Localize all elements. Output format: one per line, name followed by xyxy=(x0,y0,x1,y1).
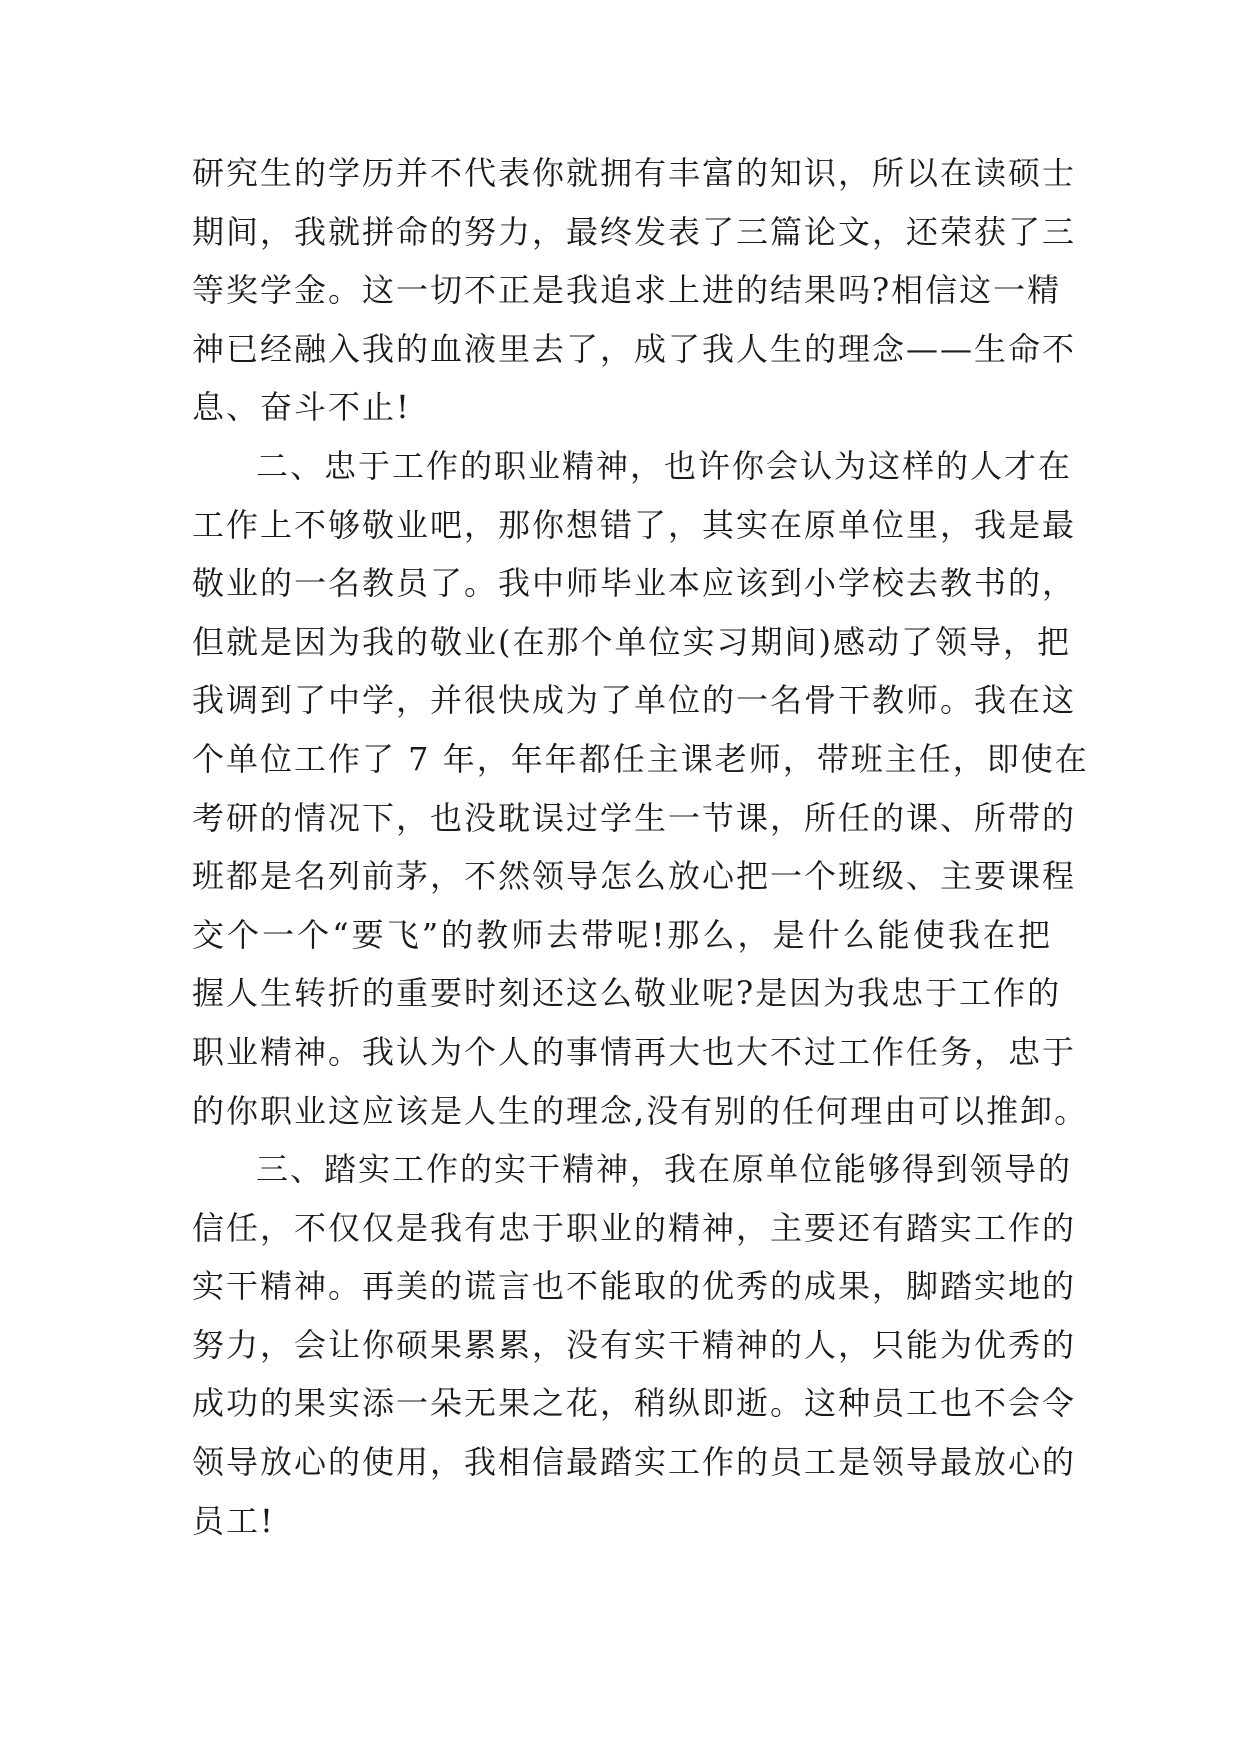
paragraph-heading-line: 三、踏实工作的实干精神，我在原单位能够得到领导的 xyxy=(256,1150,1073,1189)
text-line: 员工! xyxy=(192,1501,275,1540)
text-line: 的你职业这应该是人生的理念,没有别的任何理由可以推卸。 xyxy=(192,1091,1089,1130)
text-line: 敬业的一名教员了。我中师毕业本应该到小学校去教书的， xyxy=(192,564,1077,603)
text-line: 成功的果实添一朵无果之花，稍纵即逝。这种员工也不会令 xyxy=(192,1384,1077,1423)
text-line: 考研的情况下，也没耽误过学生一节课，所任的课、所带的 xyxy=(192,798,1077,837)
text-line: 握人生转折的重要时刻还这么敬业呢?是因为我忠于工作的 xyxy=(192,974,1062,1013)
paragraph-heading-line: 二、忠于工作的职业精神，也许你会认为这样的人才在 xyxy=(256,446,1073,485)
text-line: 个单位工作了 7 年，年年都任主课老师，带班主任，即使在 xyxy=(192,739,1089,778)
text-line: 班都是名列前茅，不然领导怎么放心把一个班级、主要课程 xyxy=(192,857,1077,896)
text-line: 工作上不够敬业吧，那你想错了，其实在原单位里，我是最 xyxy=(192,505,1077,544)
text-line: 领导放心的使用，我相信最踏实工作的员工是领导最放心的 xyxy=(192,1443,1077,1482)
text-line: 职业精神。我认为个人的事情再大也大不过工作任务，忠于 xyxy=(192,1032,1077,1071)
text-line: 期间，我就拼命的努力，最终发表了三篇论文，还荣获了三 xyxy=(192,212,1077,251)
text-line: 实干精神。再美的谎言也不能取的优秀的成果，脚踏实地的 xyxy=(192,1267,1077,1306)
text-line: 研究生的学历并不代表你就拥有丰富的知识，所以在读硕士 xyxy=(192,154,1077,192)
text-line: 信任，不仅仅是我有忠于职业的精神，主要还有踏实工作的 xyxy=(192,1208,1077,1247)
text-line: 但就是因为我的敬业(在那个单位实习期间)感动了领导，把 xyxy=(192,622,1071,661)
text-line: 努力，会让你硕果累累，没有实干精神的人，只能为优秀的 xyxy=(192,1325,1077,1364)
text-line: 我调到了中学，并很快成为了单位的一名骨干教师。我在这 xyxy=(192,681,1077,720)
text-line: 神已经融入我的血液里去了，成了我人生的理念——生命不 xyxy=(192,329,1077,368)
text-line: 等奖学金。这一切不正是我追求上进的结果吗?相信这一精 xyxy=(192,271,1062,310)
text-line: 交个一个“要飞”的教师去带呢!那么，是什么能使我在把 xyxy=(192,915,1052,954)
text-line: 息、奋斗不止! xyxy=(192,388,411,427)
document-body xyxy=(192,144,1089,1550)
